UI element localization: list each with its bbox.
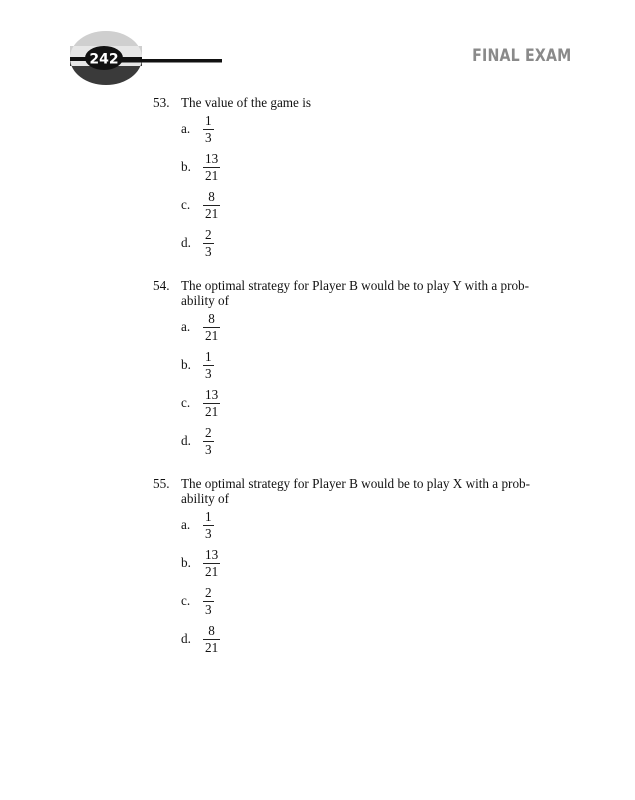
fraction <box>203 190 220 221</box>
denominator: 21 <box>205 563 219 579</box>
fraction <box>203 426 214 457</box>
fraction <box>203 350 214 381</box>
fraction <box>203 548 220 579</box>
option-label: c. <box>181 395 191 410</box>
denominator: 21 <box>205 403 219 419</box>
numerator: 1 <box>205 508 212 524</box>
numerator: 13 <box>205 546 219 562</box>
option-label: a. <box>181 517 191 532</box>
question-54 <box>153 278 573 460</box>
question-text-line-1: The optimal strategy for Player B would be to play X with a prob- <box>181 476 531 491</box>
option-a[interactable] <box>181 308 573 346</box>
denominator: 21 <box>205 327 219 343</box>
fraction <box>203 152 220 183</box>
page-number-badge <box>0 0 240 100</box>
question-55 <box>153 476 573 658</box>
fraction <box>203 510 214 541</box>
fraction <box>203 114 214 145</box>
denominator: 3 <box>205 601 212 617</box>
question-text-line-2: ability of <box>181 491 229 506</box>
denominator: 21 <box>205 205 219 221</box>
question-number: 54. <box>153 278 170 293</box>
option-label: d. <box>181 631 191 646</box>
question-text: The value of the game is <box>181 95 311 110</box>
option-b[interactable] <box>181 346 573 384</box>
option-label: d. <box>181 433 191 448</box>
option-c[interactable] <box>181 186 573 224</box>
numerator: 13 <box>205 386 219 402</box>
question-53 <box>153 95 573 262</box>
chapter-title: FINAL EXAM <box>471 46 571 65</box>
numerator: 13 <box>205 150 219 166</box>
option-d[interactable] <box>181 224 573 262</box>
question-list <box>153 95 573 674</box>
denominator: 21 <box>205 167 219 183</box>
denominator: 3 <box>205 243 212 259</box>
option-label: b. <box>181 159 191 174</box>
option-d[interactable] <box>181 422 573 460</box>
option-label: a. <box>181 319 191 334</box>
option-label: a. <box>181 121 191 136</box>
option-list <box>181 308 573 460</box>
option-label: c. <box>181 593 191 608</box>
option-label: c. <box>181 197 191 212</box>
denominator: 3 <box>205 129 212 145</box>
option-label: b. <box>181 357 191 372</box>
fraction <box>203 624 220 655</box>
denominator: 21 <box>205 639 219 655</box>
numerator: 8 <box>208 188 215 204</box>
question-number: 55. <box>153 476 170 491</box>
option-d[interactable] <box>181 620 573 658</box>
denominator: 3 <box>205 525 212 541</box>
option-a[interactable] <box>181 506 573 544</box>
option-c[interactable] <box>181 582 573 620</box>
question-number: 53. <box>153 95 170 110</box>
option-b[interactable] <box>181 544 573 582</box>
numerator: 2 <box>205 226 212 242</box>
numerator: 8 <box>208 310 215 326</box>
option-b[interactable] <box>181 148 573 186</box>
fraction <box>203 388 220 419</box>
option-c[interactable] <box>181 384 573 422</box>
option-label: b. <box>181 555 191 570</box>
page-header <box>0 0 635 100</box>
page-number: 242 <box>89 51 119 68</box>
option-list <box>181 110 573 262</box>
denominator: 3 <box>205 365 212 381</box>
option-a[interactable] <box>181 110 573 148</box>
question-text-line-2: ability of <box>181 293 229 308</box>
numerator: 2 <box>205 424 212 440</box>
numerator: 1 <box>205 348 212 364</box>
denominator: 3 <box>205 441 212 457</box>
option-label: d. <box>181 235 191 250</box>
fraction <box>203 228 214 259</box>
fraction <box>203 586 214 617</box>
numerator: 8 <box>208 622 215 638</box>
option-list <box>181 506 573 658</box>
numerator: 2 <box>205 584 212 600</box>
question-text-line-1: The optimal strategy for Player B would be to play Y with a prob- <box>181 278 530 293</box>
numerator: 1 <box>205 112 212 128</box>
fraction <box>203 312 220 343</box>
